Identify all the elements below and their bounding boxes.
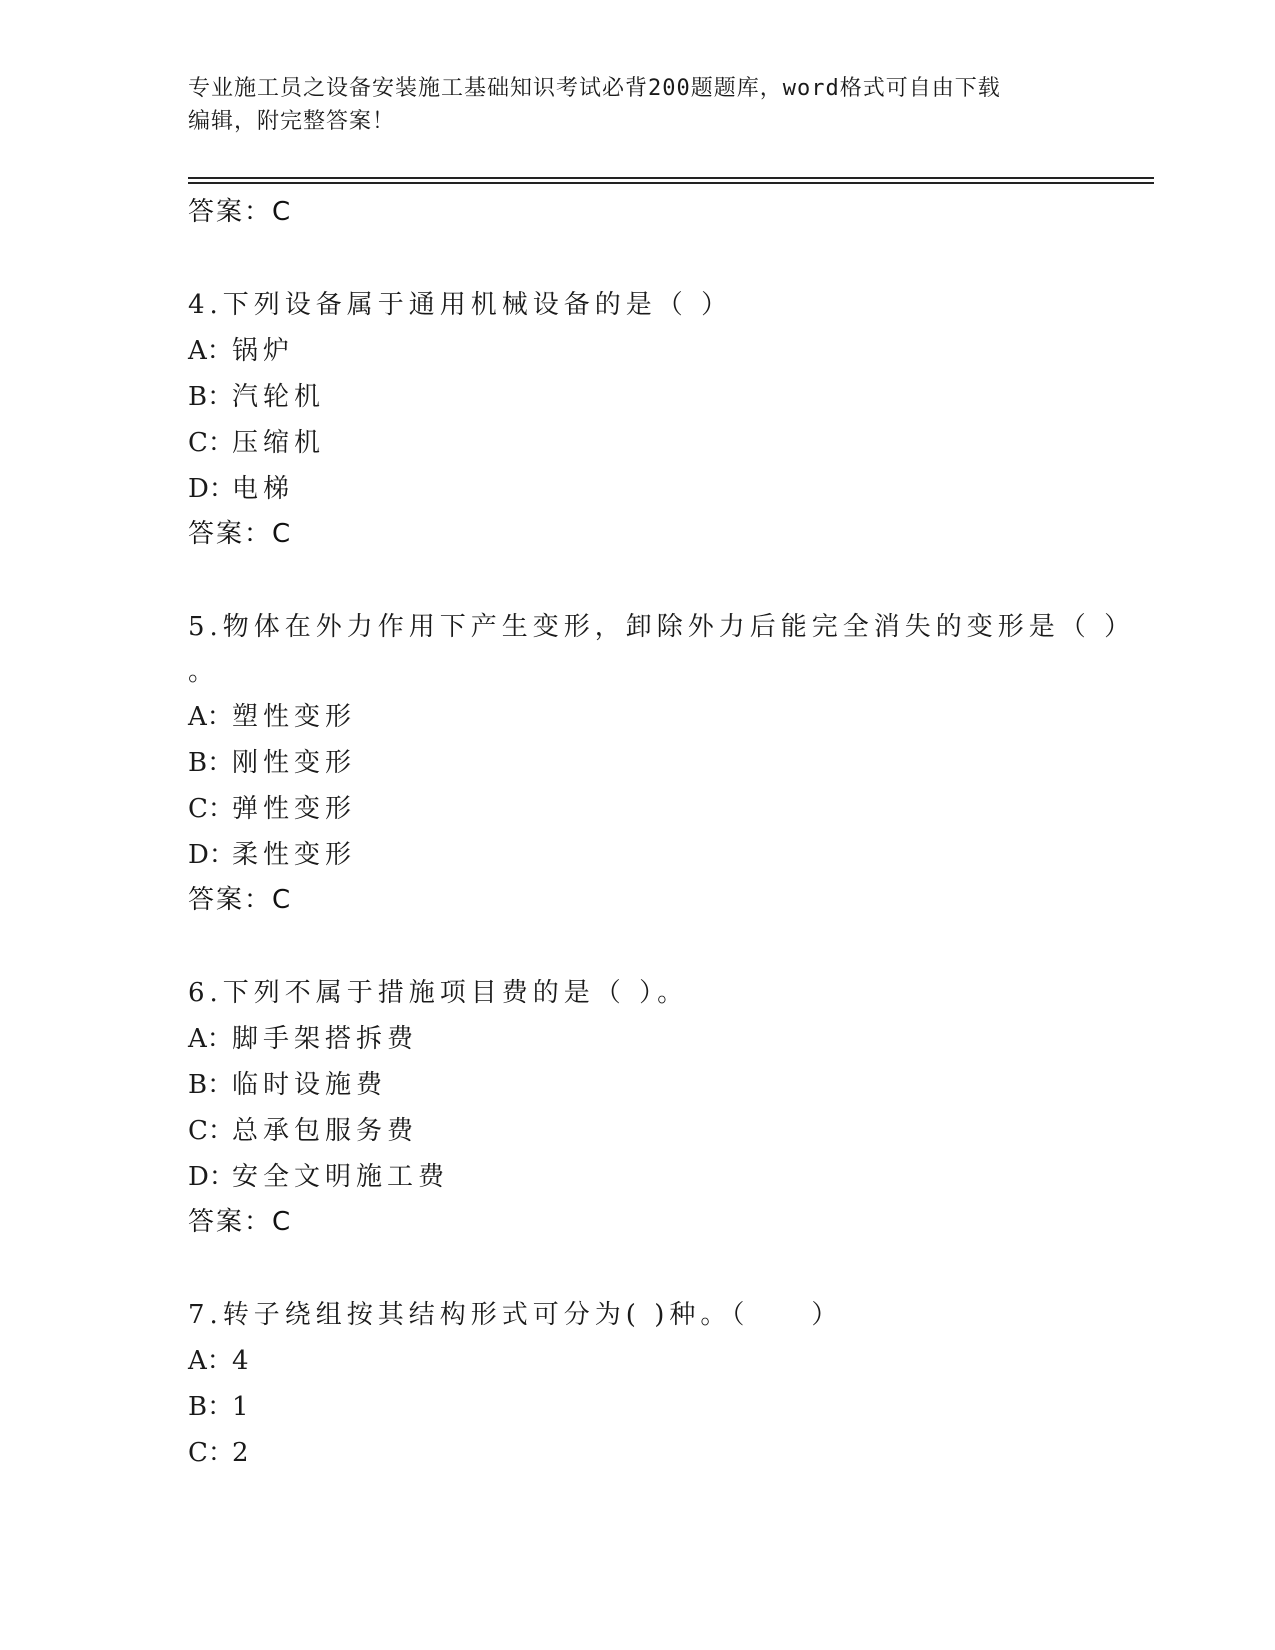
question-text: 4.下列设备属于通用机械设备的是（ ）: [188, 290, 733, 320]
option-text: 4: [232, 1346, 254, 1376]
option-a: [188, 694, 1148, 740]
option-text: 刚性变形: [232, 748, 357, 778]
option-a: [188, 1016, 1148, 1062]
question-text: 7.转子绕组按其结构形式可分为( )种。（ ）: [188, 1300, 843, 1330]
question-text: 5.物体在外力作用下产生变形，卸除外力后能完全消失的变形是（ ）: [188, 612, 1136, 642]
answer-line: 答案：C: [188, 1207, 293, 1237]
answer-line: 答案：C: [188, 885, 293, 915]
question-block: [188, 604, 1148, 922]
option-letter: C：: [188, 1438, 234, 1468]
header-title-line-2: 编辑，附完整答案！: [188, 109, 396, 134]
question-block: [188, 282, 1148, 556]
option-text: 压缩机: [232, 428, 326, 458]
option-letter: B：: [188, 748, 234, 778]
question-list: [188, 190, 1148, 1476]
option-letter: B：: [188, 382, 234, 412]
option-text: 弹性变形: [232, 794, 357, 824]
option-a: [188, 1338, 1148, 1384]
question-text: 6.下列不属于措施项目费的是（ ）。: [188, 978, 689, 1008]
option-letter: C：: [188, 794, 234, 824]
option-text: 总承包服务费: [232, 1116, 419, 1146]
question-block: [188, 970, 1148, 1244]
option-text: 临时设施费: [232, 1070, 388, 1100]
option-letter: A：: [188, 1024, 233, 1054]
header-divider-top: [188, 177, 1154, 179]
option-text: 2: [232, 1438, 254, 1468]
option-a: [188, 328, 1148, 374]
option-c: [188, 786, 1148, 832]
previous-answer: 答案：C: [188, 197, 293, 227]
option-letter: D：: [188, 1162, 235, 1192]
option-text: 锅炉: [232, 336, 295, 366]
option-c: [188, 420, 1148, 466]
option-d: [188, 466, 1148, 512]
option-text: 塑性变形: [232, 702, 357, 732]
option-text: 汽轮机: [232, 382, 326, 412]
option-letter: A：: [188, 1346, 233, 1376]
option-text: 电梯: [232, 474, 295, 504]
option-letter: D：: [188, 474, 235, 504]
option-b: [188, 1062, 1148, 1108]
option-b: [188, 374, 1148, 420]
option-letter: D：: [188, 840, 235, 870]
question-text-continuation: 。: [188, 657, 220, 687]
question-block: [188, 1292, 1148, 1476]
header-title-line-1: 专业施工员之设备安装施工基础知识考试必背200题题库，word格式可自由下载: [188, 76, 1001, 101]
option-text: 1: [232, 1392, 254, 1422]
option-text: 脚手架搭拆费: [232, 1024, 419, 1054]
option-d: [188, 832, 1148, 878]
option-c: [188, 1108, 1148, 1154]
option-letter: A：: [188, 336, 233, 366]
option-letter: C：: [188, 1116, 234, 1146]
option-d: [188, 1154, 1148, 1200]
header-divider-bottom: [188, 182, 1154, 184]
document-header: [188, 72, 1068, 138]
option-b: [188, 1384, 1148, 1430]
option-letter: B：: [188, 1070, 234, 1100]
option-text: 安全文明施工费: [232, 1162, 450, 1192]
option-text: 柔性变形: [232, 840, 357, 870]
option-letter: A：: [188, 702, 233, 732]
option-letter: C：: [188, 428, 234, 458]
option-c: [188, 1430, 1148, 1476]
option-letter: B：: [188, 1392, 234, 1422]
option-b: [188, 740, 1148, 786]
answer-line: 答案：C: [188, 519, 293, 549]
